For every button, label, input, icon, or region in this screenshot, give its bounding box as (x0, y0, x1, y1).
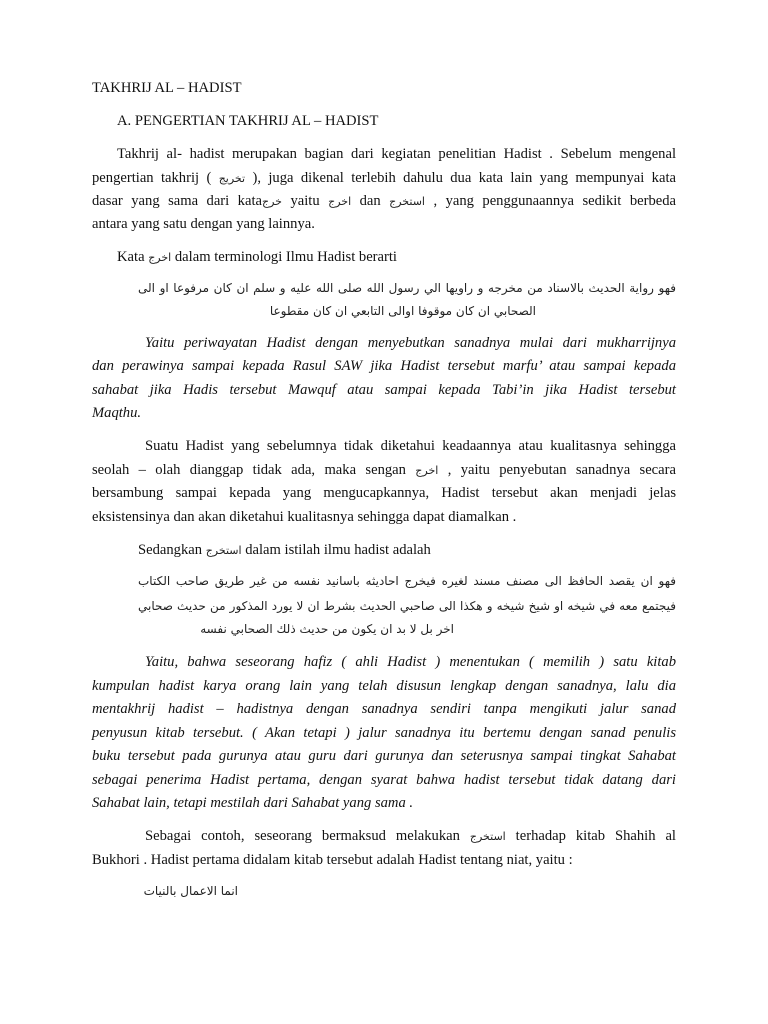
arabic-quote-3: انما الاعمال بالنيات (143, 884, 238, 898)
paragraph-4-line-1: Suatu Hadist yang sebelumnya tidak diketahui keadaannya atau kualitasnya sehingga (145, 438, 676, 454)
paragraph-6-line-3: mentakhrij hadist – hadistnya dengan sanadnya sendiri tanpa mengikuti jalur sanad (92, 701, 676, 717)
paragraph-6-line-6: sebagai penerima Hadist pertama, dengan syarat bahwa hadist tersebut tidak datang dari (92, 772, 676, 788)
arabic-quote-2-line-1: فهو ان يقصد الحافظ الى مصنف مسند لغيره فيخرج احاديثه باسانيد نفسه من غير طريق صاحب الكتاب (138, 574, 676, 588)
paragraph-7-line-2: Bukhori . Hadist pertama didalam kitab tersebut adalah Hadist tentang niat, yaitu : (92, 852, 573, 868)
arabic-term: استخرج (389, 195, 425, 208)
arabic-quote-2-line-2: فيجتمع معه في شيخه او شيخ شيخه و هكذا الى صاحبي الحديث بشرط ان لا يورد المذكور من حديث صحابي (138, 599, 676, 613)
paragraph-1-line-2: pengertian takhrij ( تخريج ), juga dikenal terlebih dahulu dua kata lain yang mempunyai kata (92, 170, 676, 186)
paragraph-7-line-1: Sebagai contoh, seseorang bermaksud melakukan استخرج terhadap kitab Shahih al (145, 828, 676, 844)
arabic-quote-1-line-1: فهو رواية الحديث بالاسناد من مخرجه و راويها الي رسول الله صلى الله عليه و سلم ان كان مرفوعا او الى (138, 281, 676, 295)
paragraph-4-line-3: bersambung sampai kepada yang mengucapkannya, Hadist tersebut akan menjadi jelas (92, 485, 676, 501)
paragraph-5: Sedangkan استخرج dalam istilah ilmu hadist adalah (138, 542, 431, 558)
paragraph-3-line-4: Maqthu. (92, 405, 142, 421)
arabic-term: تخريج (218, 172, 246, 185)
paragraph-1-line-4: antara yang satu dengan yang lainnya. (92, 216, 315, 232)
paragraph-2: Kata اخرج dalam terminologi Ilmu Hadist berarti (117, 249, 397, 265)
arabic-quote-1-line-2: الصحابي ان كان موقوفا اوالى التابعي ان كان مقطوعا (269, 304, 536, 318)
arabic-term: خرج (262, 195, 282, 208)
arabic-term: استخرج (469, 830, 506, 843)
paragraph-1-line-1: Takhrij al- hadist merupakan bagian dari kegiatan penelitian Hadist . Sebelum mengenal (117, 146, 676, 162)
paragraph-1-line-3: dasar yang sama dari kataخرج yaitu اخرج dan استخرج , yang penggunaannya sedikit berbeda (92, 193, 677, 209)
paragraph-4-line-4: eksistensinya dan akan diketahui kualitasnya sehingga dapat diamalkan . (92, 509, 517, 525)
paragraph-3-line-3: sahabat jika Hadis tersebut Mawquf atau sampai kepada Tabi’in jika Hadist tersebut (92, 382, 676, 398)
arabic-term: اخرج (148, 251, 172, 264)
arabic-term: استخرج (205, 544, 242, 557)
arabic-term: اخرج (415, 464, 439, 477)
paragraph-6-line-4: penyusun kitab tersebut. ( Akan tetapi ) jalur sanadnya itu bertemu dengan sanad penulis (92, 725, 676, 741)
paragraph-6-line-5: buku tersebut pada gurunya atau guru dari gurunya dan seterusnya sampai tingkat Sahabat (92, 748, 676, 764)
paragraph-4-line-2: seolah – olah dianggap tidak ada, maka sengan اخرج , yaitu penyebutan sanadnya secara (92, 462, 676, 478)
paragraph-3-line-2: dan perawinya sampai kepada Rasul SAW jika Hadist tersebut marfu’ atau sampai kepada (92, 358, 676, 374)
section-a-heading: A. PENGERTIAN TAKHRIJ AL – HADIST (117, 113, 379, 129)
paragraph-6-line-2: kumpulan hadist karya orang lain yang telah disusun lengkap dengan sanadnya, lalu dia (92, 678, 676, 694)
document-title: TAKHRIJ AL – HADIST (92, 80, 242, 96)
arabic-quote-2-line-3: اخر بل لا بد ان يكون من حديث ذلك الصحابي نفسه (200, 622, 454, 636)
arabic-term: اخرج (328, 195, 352, 208)
paragraph-6-line-7: Sahabat lain, tetapi mestilah dari Sahabat yang sama . (92, 795, 414, 811)
paragraph-3-line-1: Yaitu periwayatan Hadist dengan menyebutkan sanadnya mulai dari mukharrijnya (145, 335, 676, 351)
paragraph-6-line-1: Yaitu, bahwa seseorang hafiz ( ahli Hadist ) menentukan ( memilih ) satu kitab (145, 654, 676, 670)
